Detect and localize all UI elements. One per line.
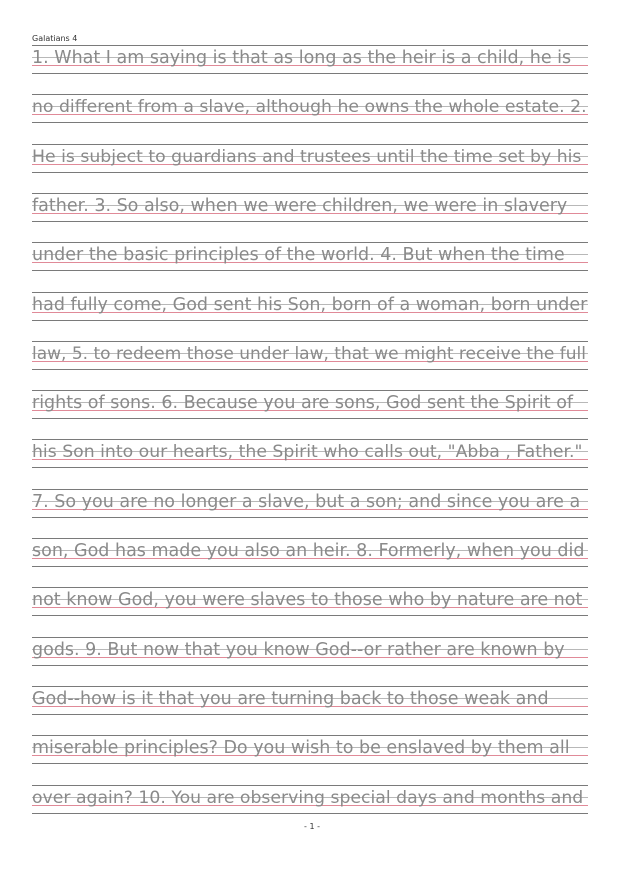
top-guide-rule (32, 341, 588, 342)
top-guide-rule (32, 439, 588, 440)
practice-line (32, 341, 588, 377)
practice-line-text: God--how is it that you are turning back to those weak and (32, 688, 549, 709)
practice-line-text: 7. So you are no longer a slave, but a son; and since you are a (32, 491, 581, 512)
bot-guide-rule (32, 73, 588, 74)
bot-guide-rule (32, 221, 588, 222)
practice-line (32, 785, 588, 821)
practice-line (32, 242, 588, 278)
practice-line-text: no different from a slave, although he owns the whole estate. 2. (32, 97, 587, 118)
top-guide-rule (32, 587, 588, 588)
practice-line-text: miserable principles? Do you wish to be enslaved by them all (32, 738, 570, 759)
practice-line (32, 45, 588, 81)
practice-line (32, 637, 588, 673)
practice-line (32, 94, 588, 130)
bot-guide-rule (32, 270, 588, 271)
practice-line (32, 193, 588, 229)
top-guide-rule (32, 292, 588, 293)
practice-line-text: under the basic principles of the world. 4. But when the time (32, 245, 565, 266)
practice-line (32, 489, 588, 525)
handwriting-practice-lines (32, 0, 588, 883)
bot-guide-rule (32, 418, 588, 419)
top-guide-rule (32, 785, 588, 786)
practice-line (32, 439, 588, 475)
bot-guide-rule (32, 369, 588, 370)
top-guide-rule (32, 242, 588, 243)
top-guide-rule (32, 686, 588, 687)
bot-guide-rule (32, 122, 588, 123)
practice-line-text: over again? 10. You are observing special days and months and (32, 787, 584, 808)
top-guide-rule (32, 390, 588, 391)
bot-guide-rule (32, 665, 588, 666)
bot-guide-rule (32, 320, 588, 321)
practice-line-text: father. 3. So also, when we were children, we were in slavery (32, 195, 568, 216)
bot-guide-rule (32, 517, 588, 518)
bot-guide-rule (32, 615, 588, 616)
practice-line-text: his Son into our hearts, the Spirit who calls out, "Abba , Father." (32, 442, 583, 463)
top-guide-rule (32, 538, 588, 539)
top-guide-rule (32, 735, 588, 736)
practice-line-text: rights of sons. 6. Because you are sons, God sent the Spirit of (32, 393, 574, 414)
practice-line (32, 390, 588, 426)
practice-line-text: gods. 9. But now that you know God--or rather are known by (32, 639, 565, 660)
page-number: - 1 - (304, 822, 320, 831)
top-guide-rule (32, 489, 588, 490)
practice-line-text: law, 5. to redeem those under law, that we might receive the full (32, 343, 586, 364)
bot-guide-rule (32, 566, 588, 567)
practice-line-text: He is subject to guardians and trustees until the time set by his (32, 146, 582, 167)
bot-guide-rule (32, 813, 588, 814)
top-guide-rule (32, 637, 588, 638)
practice-line-text: son, God has made you also an heir. 8. Formerly, when you did (32, 541, 585, 561)
top-guide-rule (32, 45, 588, 46)
bot-guide-rule (32, 467, 588, 468)
practice-line (32, 735, 588, 771)
top-guide-rule (32, 94, 588, 95)
bot-guide-rule (32, 172, 588, 173)
top-guide-rule (32, 144, 588, 145)
practice-line (32, 538, 588, 574)
bot-guide-rule (32, 714, 588, 715)
practice-line (32, 587, 588, 623)
practice-line-text: not know God, you were slaves to those who by nature are not (32, 590, 583, 611)
practice-line-text: 1. What I am saying is that as long as the heir is a child, he is (32, 48, 572, 68)
top-guide-rule (32, 193, 588, 194)
page-header-title: Galatians 4 (32, 34, 78, 43)
practice-line (32, 686, 588, 722)
bot-guide-rule (32, 763, 588, 764)
practice-line (32, 292, 588, 328)
practice-line (32, 144, 588, 180)
practice-line-text: had fully come, God sent his Son, born of a woman, born under (32, 294, 588, 315)
